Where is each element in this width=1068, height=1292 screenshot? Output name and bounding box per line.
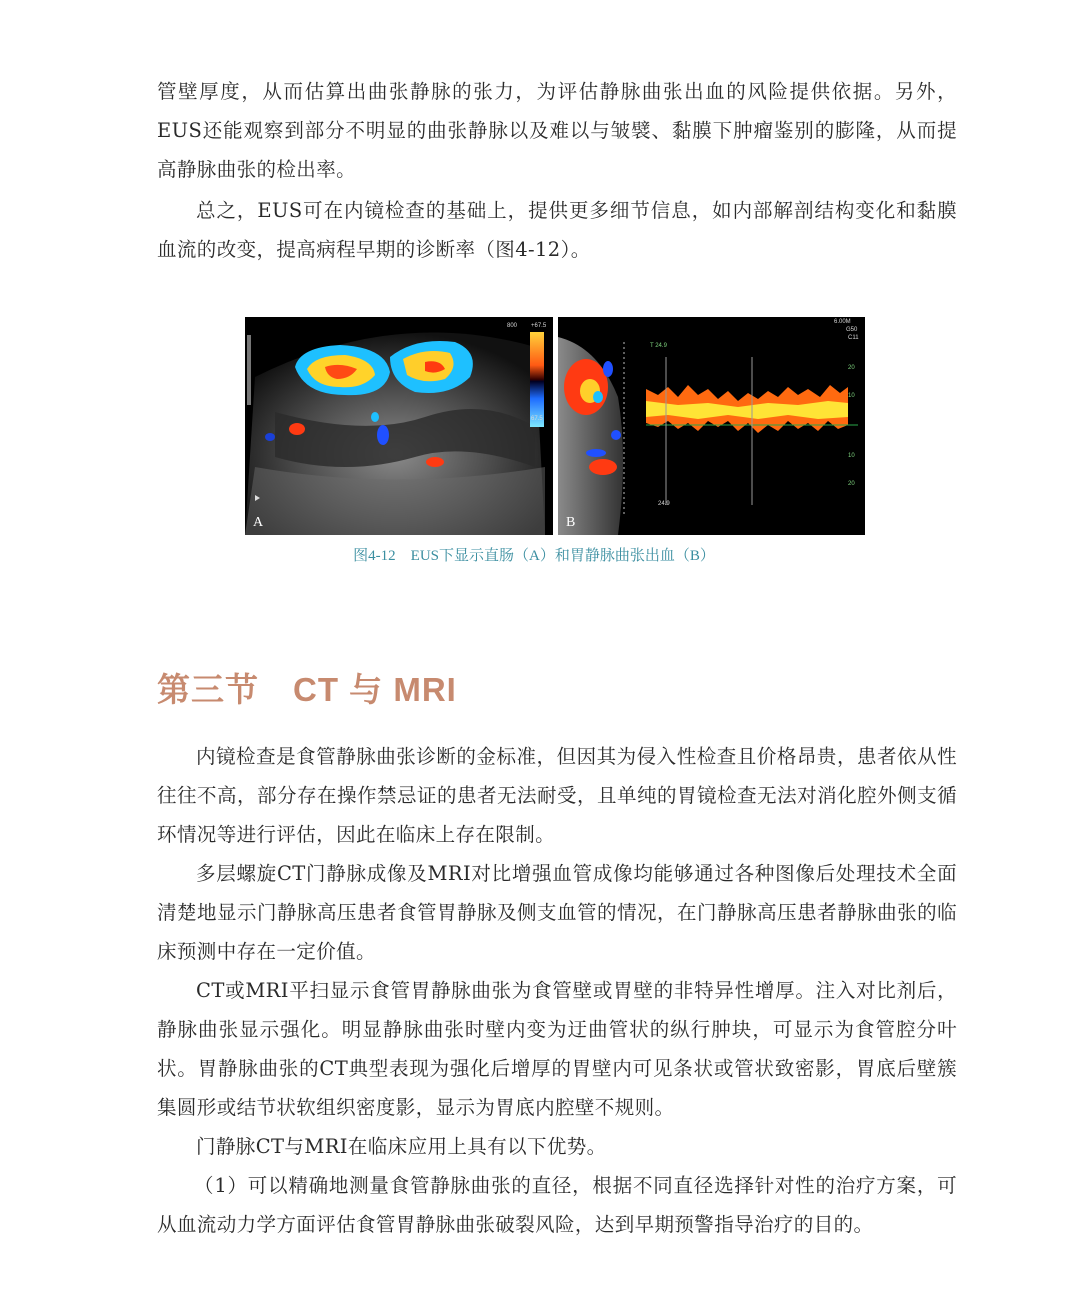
figure-4-12 xyxy=(245,317,865,535)
paragraph-ct-mri-imaging: 多层螺旋CT门静脉成像及MRI对比增强血管成像均能够通过各种图像后处理技术全面清楚地显示门静脉高压患者食管胃静脉及侧支血管的情况，在门静脉高压患者静脉曲张的临床预测中存在一定价值。 xyxy=(157,862,957,963)
b-overlay-bottom-scale: 24.9 xyxy=(658,501,670,507)
panel-b-label: B xyxy=(566,515,576,530)
a-overlay-top-right: +67.5 xyxy=(531,323,547,329)
paragraph-eus-summary: 总之，EUS可在内镜检查的基础上，提供更多细节信息，如内部解剖结构变化和黏膜血流的改变，提高病程早期的诊断率（图4-12）。 xyxy=(157,199,957,261)
paragraph-eus-wall-thickness: 管壁厚度，从而估算出曲张静脉的张力，为评估静脉曲张出血的风险提供依据。另外，EUS还能观察到部分不明显的曲张静脉以及难以与皱襞、黏膜下肿瘤鉴别的膨隆，从而提高静脉曲张的检出率。 xyxy=(157,80,957,181)
paragraph-endoscopy-standard: 内镜检查是食管静脉曲张诊断的金标准，但因其为侵入性检查且价格昂贵，患者依从性往往不高，部分存在操作禁忌证的患者无法耐受，且单纯的胃镜检查无法对消化腔外侧支循环情况等进行评估，因此在临床上存在限制。 xyxy=(157,745,957,846)
eus-doppler-b-graphic xyxy=(558,317,865,535)
section-title-text: CT 与 MRI xyxy=(293,671,457,708)
paragraph-advantages-intro: 门静脉CT与MRI在临床应用上具有以下优势。 xyxy=(196,1135,607,1158)
paragraph-ct-mri-findings: CT或MRI平扫显示食管胃静脉曲张为食管壁或胃壁的非特异性增厚。注入对比剂后，静脉曲张显示强化。明显静脉曲张时壁内变为迂曲管状的纵行肿块，可显示为食管腔分叶状。胃静脉曲张的CT典型表现为强化后增厚的胃壁内可见条状或管状致密影，胃底后壁簇集圆形或结节状软组织密度影，显示为胃底内腔壁不规则。 xyxy=(157,979,957,1119)
b-overlay-top-scale: T 24.9 xyxy=(650,343,667,349)
b-tick-4: 20 xyxy=(848,481,855,487)
b-overlay-c11: C11 xyxy=(848,335,859,341)
eus-image-rectum xyxy=(245,317,553,535)
section-heading xyxy=(157,664,457,711)
b-overlay-gain: G50 xyxy=(846,327,858,333)
a-overlay-bottom: 67.5 xyxy=(531,416,543,422)
section-number: 第三节 xyxy=(157,671,259,708)
b-tick-2: 10 xyxy=(848,393,855,399)
a-overlay-top-left: 800 xyxy=(507,323,518,329)
eus-ultrasound-a-graphic xyxy=(245,317,553,535)
paragraph-advantage-1: （1）可以精确地测量食管静脉曲张的直径，根据不同直径选择针对性的治疗方案，可从血流动力学方面评估食管胃静脉曲张破裂风险，达到早期预警指导治疗的目的。 xyxy=(157,1174,957,1236)
b-tick-3: 10 xyxy=(848,453,855,459)
eus-image-gastric xyxy=(558,317,865,535)
b-overlay-freq: 6.00M xyxy=(834,319,851,325)
b-tick-1: 20 xyxy=(848,365,855,371)
panel-a-label: A xyxy=(253,515,264,530)
figure-caption: 图4-12 EUS下显示直肠（A）和胃静脉曲张出血（B） xyxy=(353,548,715,564)
